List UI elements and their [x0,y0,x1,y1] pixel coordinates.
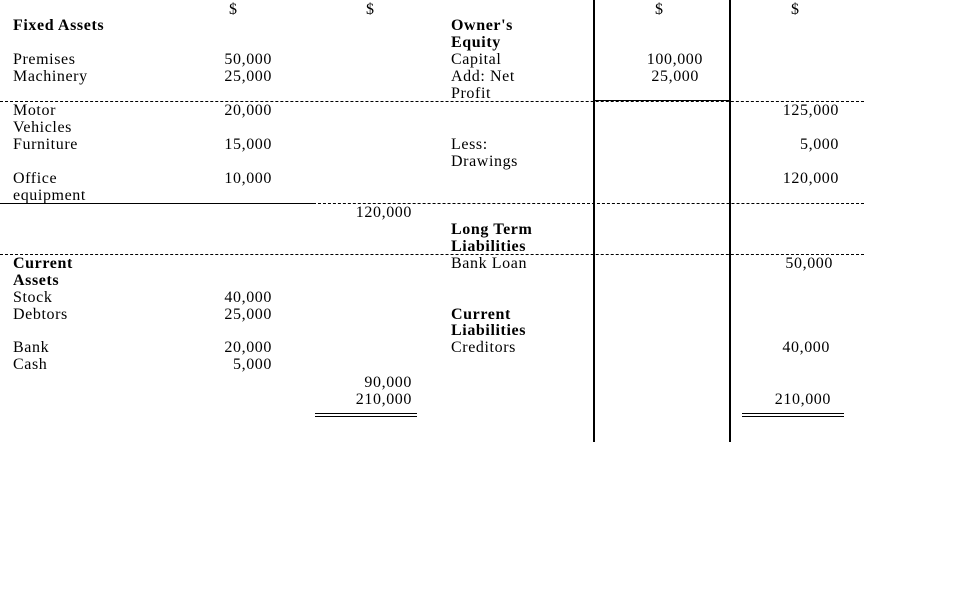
left-grand-total: 210,000 [355,391,412,408]
current-assets-total: 90,000 [364,374,412,391]
net-profit-value: 25,000 [651,68,699,85]
premises-label: Premises [13,51,76,68]
fixed-assets-total: 120,000 [355,204,412,221]
capital-value: 100,000 [646,51,703,68]
net-profit-label-line1: Add: Net [451,68,515,85]
creditors-label: Creditors [451,339,516,356]
col2-currency-header: $ [366,1,375,18]
left-grand-total-double-rule [315,413,417,417]
col4-currency-header: $ [791,1,800,18]
bank-label: Bank [13,339,50,356]
premises-value: 50,000 [224,51,272,68]
right-grand-total-double-rule [742,413,844,417]
office-equipment-value: 10,000 [224,170,272,187]
machinery-value: 25,000 [224,68,272,85]
capital-label: Capital [451,51,502,68]
stock-value: 40,000 [224,289,272,306]
creditors-value: 40,000 [782,339,830,356]
divider-vertical-left [593,0,595,442]
debtors-value: 25,000 [224,306,272,323]
current-assets-heading-line2: Assets [13,272,60,289]
furniture-label: Furniture [13,136,78,153]
current-liabilities-heading-line2: Liabilities [451,322,527,339]
motor-vehicles-label-line1: Motor [13,102,56,119]
bank-value: 20,000 [224,339,272,356]
machinery-label: Machinery [13,68,88,85]
equity-subtotal: 125,000 [782,102,839,119]
owners-equity-heading-line1: Owner's [451,17,513,34]
long-term-liabilities-heading-line1: Long Term [451,221,533,238]
current-assets-heading-line1: Current [13,255,73,272]
right-grand-total: 210,000 [774,391,831,408]
drawings-value: 5,000 [800,136,839,153]
long-term-liabilities-heading-line2: Liabilities [451,238,527,255]
col1-currency-header: $ [229,1,238,18]
stock-label: Stock [13,289,53,306]
furniture-value: 15,000 [224,136,272,153]
fixed-assets-heading: Fixed Assets [13,17,105,34]
office-equipment-label-line1: Office [13,170,58,187]
motor-vehicles-label-line2: Vehicles [13,119,73,136]
net-profit-label-line2: Profit [451,85,492,102]
owners-equity-heading-line2: Equity [451,34,501,51]
row-divider-1 [0,101,864,102]
drawings-label-line1: Less: [451,136,488,153]
cash-label: Cash [13,356,48,373]
divider-vertical-right [729,0,731,442]
current-liabilities-heading-line1: Current [451,306,511,323]
cash-value: 5,000 [233,356,272,373]
office-equipment-label-line2: equipment [13,187,86,204]
motor-vehicles-value: 20,000 [224,102,272,119]
drawings-label-line2: Drawings [451,153,519,170]
debtors-label: Debtors [13,306,68,323]
equity-total: 120,000 [782,170,839,187]
col3-currency-header: $ [655,1,664,18]
bank-loan-label: Bank Loan [451,255,528,272]
bank-loan-value: 50,000 [785,255,833,272]
